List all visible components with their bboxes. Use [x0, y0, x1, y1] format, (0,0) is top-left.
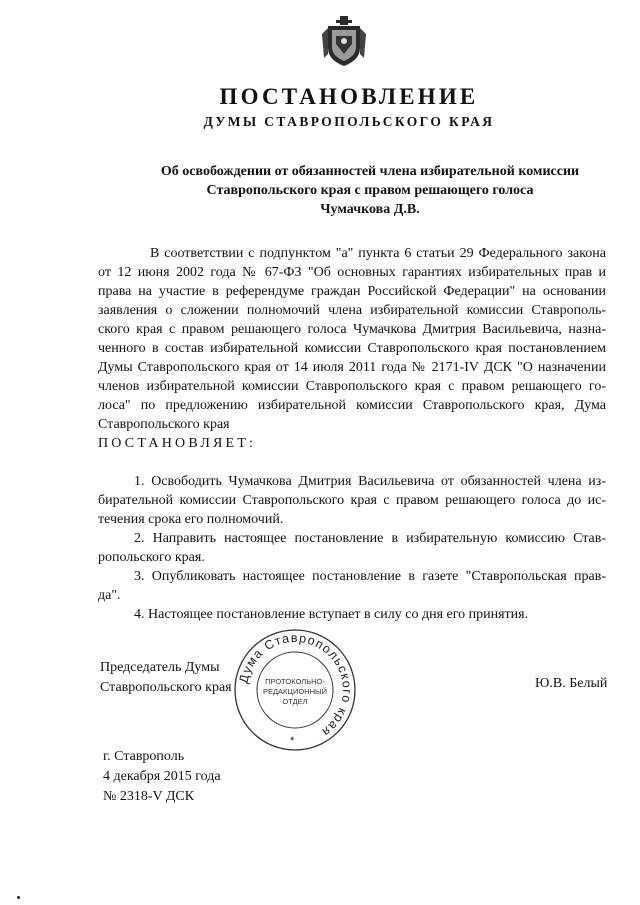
item-line: 2. Направить настоящее постановление в избирательную комиссию Став-	[134, 531, 606, 546]
scan-speck	[17, 896, 20, 899]
footer-date: 4 декабря 2015 года	[103, 769, 221, 784]
item-line: бирательной комиссии Ставропольского края с правом решающего голоса до ис-	[98, 493, 606, 508]
item-line: да".	[98, 588, 121, 603]
preamble-line: лоса" по предложению избирательной комиссии Ставропольского края, Дума	[98, 398, 606, 413]
subject-line: Ставропольского края с правом решающего голоса	[206, 183, 534, 198]
preamble-line: от 12 июня 2002 года № 67-ФЗ "Об основных гарантиях избирательных прав и	[98, 265, 606, 280]
stamp-ring-text: Дума Ставропольского края	[236, 630, 355, 740]
item-line: 3. Опубликовать настоящее постановление в газете "Ставропольская прав-	[134, 569, 606, 584]
item-line: течения срока его полномочий.	[98, 512, 284, 527]
document-title: ПОСТАНОВЛЕНИЕ	[219, 84, 479, 109]
document-subject	[100, 162, 640, 219]
preamble-line: ченного в состав избирательной комиссии Ставропольского края постановлением	[98, 341, 606, 356]
item-line: ропольского края.	[98, 550, 205, 565]
subject-line: Об освобождении от обязанностей члена избирательной комиссии	[160, 164, 580, 179]
signatory-position-line: Председатель Думы	[100, 660, 220, 675]
preamble-line: В соответствии с подпунктом "а" пункта 6 статьи 29 Федерального закона	[150, 246, 606, 261]
subject-line: Чумачкова Д.В.	[320, 202, 420, 217]
preamble-line: заявления о сложении полномочий члена избирательной комиссии Ставрополь-	[98, 303, 606, 318]
official-stamp	[232, 627, 358, 753]
document-subtitle: ДУМЫ СТАВРОПОЛЬСКОГО КРАЯ	[203, 114, 495, 129]
preamble-line: ского края с правом решающего голоса Чумачкова Дмитрия Васильевича, назна-	[98, 322, 606, 337]
signatory-name: Ю.В. Белый	[535, 676, 608, 691]
item-line: 1. Освободить Чумачкова Дмитрия Васильевича от обязанностей члена из-	[134, 474, 606, 489]
coat-of-arms-emblem	[322, 14, 366, 68]
preamble-line: Думы Ставропольского края от 14 июля 2011 года № 2171-IV ДСК "О назначении	[98, 360, 606, 375]
item-line: 4. Настоящее постановление вступает в силу со дня его принятия.	[134, 607, 529, 622]
stamp-inner-line: ПРОТОКОЛЬНО-	[265, 677, 325, 686]
stamp-inner-line: РЕДАКЦИОННЫЙ	[262, 687, 328, 696]
footer-city: г. Ставрополь	[103, 749, 185, 764]
stamp-star: *	[290, 735, 295, 747]
preamble-line: права на участие в референдуме граждан Российской Федерации" на основании	[98, 284, 606, 299]
preamble-line: членов избирательной комиссии Ставропольского края с правом решающего го-	[98, 379, 606, 394]
stamp-inner-line: ОТДЕЛ	[282, 697, 308, 706]
footer-number: № 2318-V ДСК	[103, 789, 195, 804]
preamble-line: Ставропольского края	[98, 417, 230, 432]
signatory-position-line: Ставропольского края	[100, 680, 232, 695]
signatory-position	[100, 658, 232, 698]
document-footer	[103, 747, 221, 807]
decree-heading: ПОСТАНОВЛЯЕТ:	[98, 436, 257, 451]
